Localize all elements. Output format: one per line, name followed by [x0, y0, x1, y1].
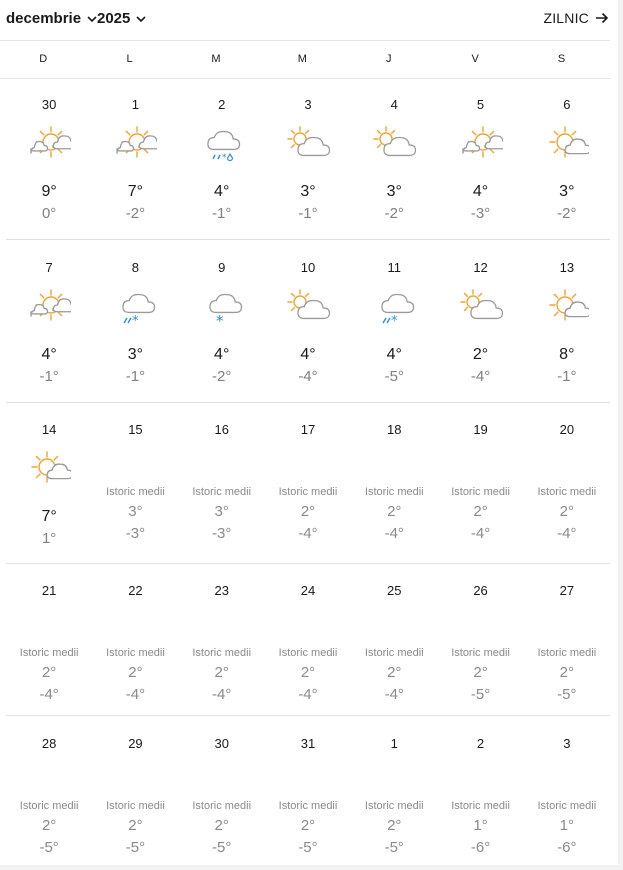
avg-high-temp: 2° [214, 664, 229, 681]
weekday-label: V [471, 53, 479, 65]
avg-low-temp: -4° [384, 686, 404, 703]
day-number: 20 [559, 422, 575, 437]
avg-low-temp: -5° [384, 839, 404, 856]
low-temp: -4° [298, 368, 318, 385]
history-label: Istoric medii [192, 800, 252, 812]
avg-high-temp: 3° [214, 503, 229, 520]
calendar-week-row [6, 563, 610, 716]
high-temp: 4° [300, 346, 316, 363]
calendar-day-cell[interactable] [351, 402, 437, 563]
day-number: 14 [41, 422, 57, 437]
high-temp: 7° [127, 183, 144, 200]
avg-low-temp: -4° [470, 525, 491, 542]
low-temp: -2° [125, 205, 146, 222]
sun-small-cloud-icon [545, 288, 589, 328]
day-number: 5 [476, 97, 485, 112]
sun-small-cloud-icon [545, 125, 589, 165]
avg-high-temp: 2° [128, 664, 143, 681]
calendar-day-cell[interactable] [92, 563, 178, 715]
history-label: Istoric medii [364, 647, 424, 659]
low-temp: -1° [212, 205, 232, 222]
calendar-day-cell[interactable] [437, 716, 523, 866]
calendar-day-cell[interactable] [92, 716, 178, 866]
history-label: Istoric medii [106, 486, 165, 498]
svg-text:*: * [391, 314, 398, 328]
chevron-down-icon [135, 13, 147, 25]
day-number: 8 [131, 260, 140, 275]
avg-high-temp: 2° [387, 817, 402, 834]
cloud-rain-snow-icon [372, 288, 416, 328]
calendar-day-cell[interactable] [6, 716, 92, 866]
day-number: 19 [473, 422, 488, 437]
weekday-header [0, 40, 610, 79]
calendar-day-cell[interactable] [265, 240, 351, 402]
day-number: 21 [41, 583, 57, 598]
high-temp: 3° [300, 183, 316, 200]
calendar-week-row [6, 402, 610, 564]
weekday-label: D [39, 53, 48, 65]
avg-low-temp: -4° [384, 525, 404, 542]
day-number: 3 [304, 97, 312, 112]
high-temp: 2° [472, 346, 489, 363]
day-number: 24 [300, 583, 316, 598]
weekday-label: J [386, 53, 392, 65]
avg-high-temp: 2° [214, 817, 229, 834]
calendar-day-cell[interactable] [265, 716, 351, 866]
day-number: 1 [131, 97, 140, 112]
avg-low-temp: -3° [125, 525, 146, 542]
low-temp: -3° [470, 205, 491, 222]
avg-low-temp: -6° [557, 839, 577, 856]
history-label: Istoric medii [451, 486, 510, 498]
low-temp: 1° [41, 530, 57, 547]
year-select[interactable] [97, 10, 147, 27]
low-temp: 0° [41, 205, 57, 222]
partly-cloudy-icon [286, 288, 330, 328]
day-number: 18 [387, 422, 402, 437]
high-temp: 4° [386, 346, 402, 363]
daily-link-label: ZILNIC [543, 10, 589, 26]
avg-high-temp: 1° [559, 817, 574, 834]
calendar-day-cell[interactable] [524, 240, 610, 402]
calendar-day-cell[interactable] [524, 563, 610, 715]
sun-cloud-icon [459, 125, 503, 165]
low-temp: -2° [212, 368, 232, 385]
day-number: 12 [473, 260, 488, 275]
calendar-day-cell[interactable] [92, 240, 178, 402]
avg-high-temp: 2° [300, 503, 316, 520]
low-temp: -1° [298, 205, 318, 222]
year-label: 2025 [97, 10, 131, 27]
svg-text:*: * [221, 153, 227, 163]
weekday-label: S [557, 53, 566, 65]
calendar-toolbar [0, 0, 623, 40]
partly-cloudy-icon [459, 288, 503, 328]
history-label: Istoric medii [19, 647, 79, 659]
high-temp: 4° [214, 183, 230, 200]
day-number: 6 [563, 97, 571, 112]
avg-low-temp: -5° [298, 839, 318, 856]
calendar-day-cell[interactable] [92, 402, 178, 563]
low-temp: -1° [125, 368, 146, 385]
avg-low-temp: -4° [125, 686, 146, 703]
day-number: 17 [300, 422, 316, 437]
day-number: 2 [476, 736, 485, 751]
day-number: 9 [218, 260, 226, 275]
high-temp: 4° [214, 346, 230, 363]
avg-low-temp: -5° [125, 839, 146, 856]
avg-low-temp: -4° [212, 686, 232, 703]
calendar-day-cell[interactable] [351, 240, 437, 402]
history-label: Istoric medii [451, 647, 510, 659]
calendar-day-cell[interactable] [179, 563, 265, 715]
cloud-snow-icon [200, 288, 244, 328]
day-number: 15 [128, 422, 143, 437]
avg-low-temp: -4° [557, 525, 577, 542]
calendar-day-cell[interactable] [265, 563, 351, 715]
calendar-day-cell[interactable] [437, 77, 523, 239]
calendar-day-cell[interactable] [179, 716, 265, 866]
history-label: Istoric medii [278, 647, 338, 659]
avg-high-temp: 2° [128, 817, 143, 834]
history-label: Istoric medii [19, 800, 79, 812]
history-label: Istoric medii [364, 486, 424, 498]
history-label: Istoric medii [278, 486, 338, 498]
avg-low-temp: -4° [39, 686, 59, 703]
low-temp: -2° [557, 205, 577, 222]
daily-view-link[interactable] [543, 10, 609, 26]
calendar-day-cell[interactable] [265, 402, 351, 563]
svg-text:*: * [132, 314, 139, 328]
avg-high-temp: 2° [559, 503, 574, 520]
partly-cloudy-icon [286, 125, 330, 165]
day-number: 10 [300, 260, 316, 275]
avg-low-temp: -3° [212, 525, 232, 542]
low-temp: -5° [384, 368, 404, 385]
day-number: 11 [387, 260, 402, 275]
day-number: 13 [559, 260, 575, 275]
high-temp: 4° [472, 183, 489, 200]
avg-high-temp: 3° [128, 503, 143, 520]
low-temp: -2° [384, 205, 404, 222]
history-label: Istoric medii [451, 800, 510, 812]
avg-high-temp: 2° [41, 664, 57, 681]
day-number: 31 [300, 736, 316, 751]
calendar-day-cell[interactable] [6, 240, 92, 402]
arrow-right-icon [595, 12, 609, 24]
calendar-day-cell[interactable] [6, 77, 92, 239]
calendar-day-cell[interactable] [437, 563, 523, 715]
history-label: Istoric medii [537, 647, 597, 659]
avg-high-temp: 2° [473, 503, 488, 520]
day-number: 3 [563, 736, 571, 751]
day-number: 30 [41, 97, 57, 112]
day-number: 2 [218, 97, 226, 112]
calendar-day-cell[interactable] [524, 77, 610, 239]
scrollbar-track[interactable] [618, 0, 623, 870]
sun-small-cloud-icon [27, 450, 71, 490]
calendar-week-row [6, 716, 610, 866]
low-temp: -4° [470, 368, 491, 385]
calendar-day-cell[interactable] [179, 240, 265, 402]
day-number: 28 [41, 736, 57, 751]
day-number: 26 [473, 583, 488, 598]
history-label: Istoric medii [106, 800, 165, 812]
avg-high-temp: 2° [387, 503, 402, 520]
avg-high-temp: 2° [559, 664, 574, 681]
low-temp: -1° [39, 368, 59, 385]
calendar-week-row [6, 77, 610, 240]
day-number: 30 [214, 736, 229, 751]
calendar-day-cell[interactable] [351, 716, 437, 866]
low-temp: -1° [557, 368, 577, 385]
day-number: 27 [559, 583, 575, 598]
month-label: decembrie [6, 10, 82, 27]
calendar-day-cell[interactable] [351, 77, 437, 239]
history-label: Istoric medii [278, 800, 338, 812]
sun-cloud-icon [27, 288, 71, 328]
avg-low-temp: -5° [557, 686, 577, 703]
high-temp: 3° [559, 183, 575, 200]
avg-high-temp: 2° [387, 664, 402, 681]
day-number: 23 [214, 583, 229, 598]
history-label: Istoric medii [537, 800, 597, 812]
avg-high-temp: 2° [41, 817, 57, 834]
day-number: 22 [128, 583, 143, 598]
month-select[interactable] [6, 10, 98, 27]
weekday-label: L [126, 53, 133, 65]
avg-high-temp: 2° [473, 664, 488, 681]
svg-text:*: * [215, 312, 224, 328]
calendar-day-cell[interactable] [179, 77, 265, 239]
bottom-edge [0, 865, 623, 870]
avg-low-temp: -5° [39, 839, 59, 856]
day-number: 1 [390, 736, 398, 751]
avg-low-temp: -4° [298, 525, 318, 542]
high-temp: 7° [41, 508, 57, 525]
high-temp: 4° [41, 346, 57, 363]
calendar-day-cell[interactable] [179, 402, 265, 563]
calendar-week-row [6, 240, 610, 403]
weekday-label: M [211, 53, 221, 65]
day-number: 4 [390, 97, 398, 112]
calendar-day-cell[interactable] [6, 402, 92, 563]
calendar-day-cell[interactable] [6, 563, 92, 715]
high-temp: 3° [386, 183, 402, 200]
partly-cloudy-icon [372, 125, 416, 165]
high-temp: 3° [127, 346, 144, 363]
calendar-day-cell[interactable] [437, 402, 523, 563]
avg-low-temp: -4° [298, 686, 318, 703]
avg-low-temp: -5° [212, 839, 232, 856]
calendar-day-cell[interactable] [351, 563, 437, 715]
avg-low-temp: -6° [470, 839, 491, 856]
avg-high-temp: 2° [300, 817, 316, 834]
calendar-day-cell[interactable] [265, 77, 351, 239]
high-temp: 8° [559, 346, 575, 363]
calendar-day-cell[interactable] [524, 402, 610, 563]
day-number: 16 [214, 422, 229, 437]
avg-high-temp: 1° [473, 817, 488, 834]
history-label: Istoric medii [192, 647, 252, 659]
day-number: 29 [128, 736, 143, 751]
history-label: Istoric medii [106, 647, 165, 659]
weekday-label: M [297, 53, 307, 65]
history-label: Istoric medii [364, 800, 424, 812]
day-number: 7 [45, 260, 53, 275]
high-temp: 9° [41, 183, 57, 200]
day-number: 25 [387, 583, 402, 598]
avg-high-temp: 2° [300, 664, 316, 681]
avg-low-temp: -5° [470, 686, 491, 703]
sun-cloud-icon [27, 125, 71, 165]
history-label: Istoric medii [537, 486, 597, 498]
cloud-rain-snow-icon [113, 288, 157, 328]
calendar-day-cell[interactable] [437, 240, 523, 402]
calendar-day-cell[interactable] [92, 77, 178, 239]
history-label: Istoric medii [192, 486, 252, 498]
sun-cloud-icon [113, 125, 157, 165]
cloud-sleet-icon [200, 125, 244, 165]
calendar-day-cell[interactable] [524, 716, 610, 866]
